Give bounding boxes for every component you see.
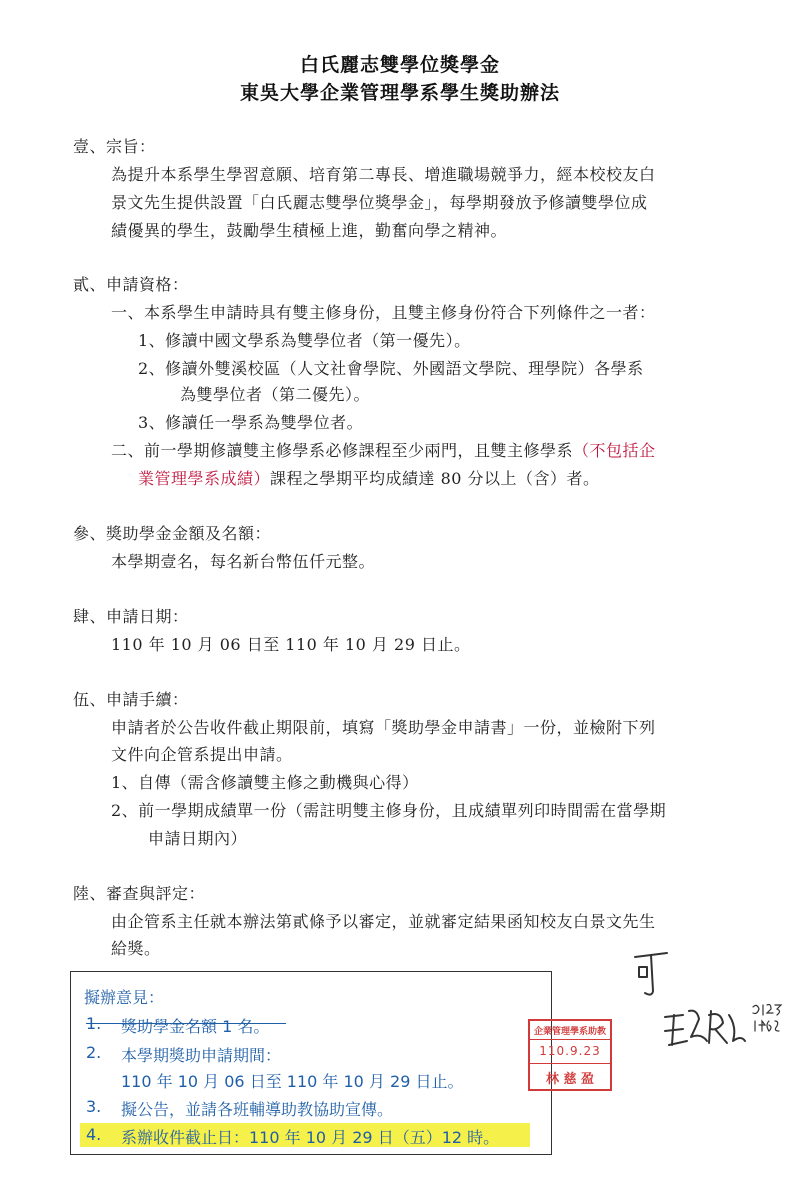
section-5-line-2: 文件向企管系提出申請。 (111, 745, 293, 764)
section-2-sub-3: 3、修讀任一學系為雙學位者。 (138, 413, 364, 432)
notes-item-2-cont: 110 年 10 月 06 日至 110 年 10 月 29 日止。 (121, 1072, 464, 1091)
notes-heading: 擬辦意見： (84, 988, 165, 1007)
section-5-heading: 伍、申請手續： (73, 690, 189, 709)
notes-item-2-text: 本學期獎助申請期間： (121, 1046, 282, 1065)
section-2-item-1: 一、本系學生申請時具有雙主修身份，且雙主修身份符合下列條件之一者： (111, 303, 656, 322)
notes-item-2-num: 2. (86, 1043, 102, 1062)
section-5-line-1: 申請者於公告收件截止期限前，填寫「獎助學金申請書」一份，並檢附下列 (111, 718, 656, 737)
section-2-heading: 貳、申請資格： (73, 275, 189, 294)
stamp-divider-1 (530, 1039, 610, 1040)
stamp-unit: 企業管理學系助教 (533, 1027, 606, 1037)
section-5-sub-2a: 2、前一學期成績單一份（需註明雙主修身份，且成績單列印時間需在當學期 (111, 801, 667, 820)
section-6-line-2: 給獎。 (111, 939, 161, 958)
section-3-body: 本學期壹名，每名新台幣伍仟元整。 (111, 552, 376, 571)
handwritten-signature-icon (625, 945, 795, 1065)
notes-item-1-text: 獎助學金名額 1 名。 (121, 1017, 270, 1036)
section-5-sub-1: 1、自傳（需含修讀雙主修之動機與心得） (111, 773, 419, 792)
section-1-line-1: 為提升本系學生學習意願、培育第二專長、增進職場競爭力，經本校校友白 (111, 165, 656, 184)
notes-item-3-num: 3. (86, 1097, 102, 1116)
stamp-name: 林 慈 盈 (545, 1072, 595, 1087)
section-2-sub-1: 1、修讀中國文學系為雙學位者（第一優先）。 (138, 331, 471, 350)
section-2-item-2-cont (138, 466, 600, 489)
section-2-sub-2b: 為雙學位者（第二優先）。 (180, 385, 371, 404)
section-2-item-2-red-1: （不包括企 (573, 441, 656, 460)
section-2-sub-2a: 2、修讀外雙溪校區（人文社會學院、外國語文學院、理學院）各學系 (138, 359, 644, 378)
section-6-line-1: 由企管系主任就本辦法第貳條予以審定，並就審定結果函知校友白景文先生 (111, 912, 656, 931)
section-1-heading: 壹、宗旨： (73, 137, 156, 156)
section-1-line-2: 景文先生提供設置「白氏麗志雙學位獎學金」，每學期發放予修讀雙學位成 (111, 193, 648, 212)
approval-stamp (528, 1019, 612, 1091)
document-title: 白氏麗志雙學位獎學金 (299, 54, 500, 76)
section-4-heading: 肆、申請日期： (73, 607, 189, 626)
section-2-item-2-pre: 二、前一學期修讀雙主修學系必修課程至少兩門，且雙主修學系 (111, 441, 574, 460)
section-2-item-2-red-2: 業管理學系成績） (138, 469, 271, 488)
section-4-body: 110 年 10 月 06 日至 110 年 10 月 29 日止。 (111, 635, 471, 654)
section-6-heading: 陸、審查與評定： (73, 884, 206, 903)
stamp-date: 110.9.23 (539, 1044, 601, 1058)
section-1-line-3: 績優異的學生，鼓勵學生積極上進，勤奮向學之精神。 (111, 221, 508, 240)
section-3-heading: 參、獎助學金金額及名額： (73, 524, 272, 543)
notes-item-4-text: 系辦收件截止日：110 年 10 月 29 日（五）12 時。 (121, 1128, 500, 1147)
section-5-sub-2b: 申請日期內） (148, 829, 248, 848)
section-2-item-2-post: 課程之學期平均成績達 80 分以上（含）者。 (270, 469, 600, 488)
notes-item-4-num: 4. (86, 1125, 102, 1144)
strike-line (86, 1023, 286, 1024)
section-2-item-2 (111, 438, 656, 461)
stamp-divider-2 (530, 1063, 610, 1064)
notes-item-1-num: 1. (86, 1014, 102, 1033)
document-subtitle: 東吳大學企業管理學系學生獎助辦法 (239, 82, 560, 104)
notes-item-3-text: 擬公告，並請各班輔導助教協助宣傳。 (121, 1100, 394, 1119)
